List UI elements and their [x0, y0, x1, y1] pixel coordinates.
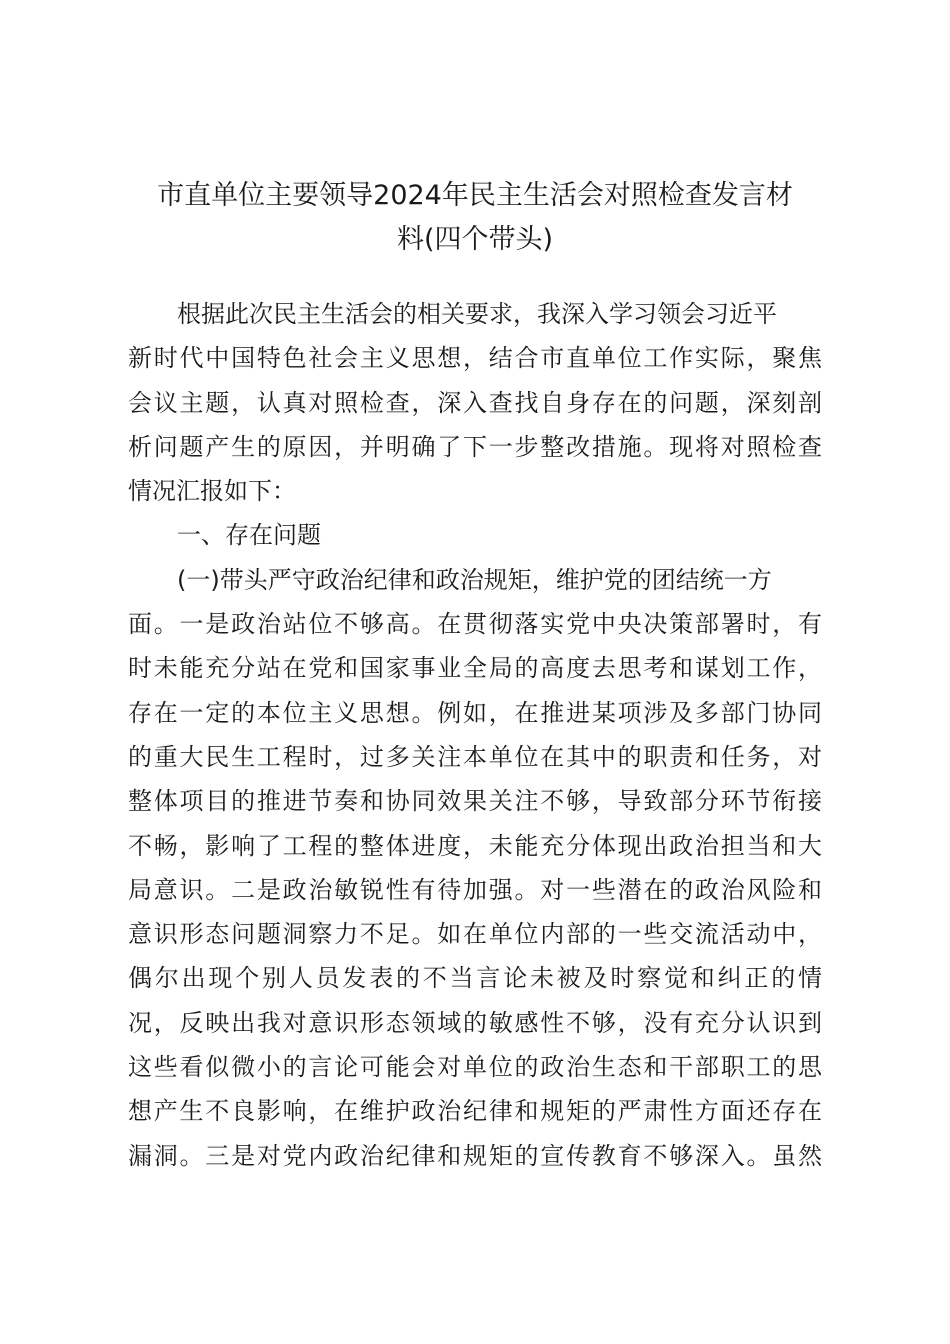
- document-title: [120, 174, 830, 262]
- paragraph-line: 想产生不良影响，在维护政治纪律和规矩的严肃性方面还存在: [128, 1097, 822, 1126]
- paragraph-line: 漏洞。三是对党内政治纪律和规矩的宣传教育不够深入。虽然: [128, 1141, 822, 1170]
- title-line-2: 料(四个带头): [396, 224, 554, 255]
- paragraph-line: 会议主题，认真对照检查，深入查找自身存在的问题，深刻剖: [128, 388, 822, 417]
- paragraph-line: 意识形态问题洞察力不足。如在单位内部的一些交流活动中，: [128, 920, 822, 949]
- paragraph-line: 这些看似微小的言论可能会对单位的政治生态和干部职工的思: [128, 1053, 822, 1082]
- paragraph-line: 偶尔出现个别人员发表的不当言论未被及时察觉和纠正的情: [128, 964, 822, 993]
- paragraph-line: 析问题产生的原因，并明确了下一步整改措施。现将对照检查: [128, 432, 822, 461]
- paragraph-line: 局意识。二是政治敏锐性有待加强。对一些潜在的政治风险和: [128, 875, 822, 904]
- paragraph-line: 情况汇报如下：: [128, 477, 296, 506]
- paragraph-line: 面。一是政治站位不够高。在贯彻落实党中央决策部署时，有: [128, 610, 822, 639]
- paragraph-line: 根据此次民主生活会的相关要求，我深入学习领会习近平: [177, 300, 777, 328]
- paragraph-line: 整体项目的推进节奏和协同效果关注不够，导致部分环节衔接: [128, 787, 822, 816]
- document-body: [128, 292, 822, 1178]
- paragraph-line: (一)带头严守政治纪律和政治规矩，维护党的团结统一方: [177, 565, 772, 594]
- paragraph-line: 新时代中国特色社会主义思想，结合市直单位工作实际，聚焦: [128, 344, 822, 373]
- paragraph-line: 的重大民生工程时，过多关注本单位在其中的职责和任务，对: [128, 742, 822, 771]
- paragraph-line: 时未能充分站在党和国家事业全局的高度去思考和谋划工作，: [128, 654, 822, 683]
- paragraph-line: 不畅，影响了工程的整体进度，未能充分体现出政治担当和大: [128, 831, 822, 860]
- section-heading: 一、存在问题: [177, 521, 321, 550]
- paragraph-line: 况，反映出我对意识形态领域的敏感性不够，没有充分认识到: [128, 1008, 822, 1037]
- title-line-1: 市直单位主要领导2024年民主生活会对照检查发言材: [157, 180, 793, 211]
- paragraph-line: 存在一定的本位主义思想。例如，在推进某项涉及多部门协同: [128, 698, 822, 727]
